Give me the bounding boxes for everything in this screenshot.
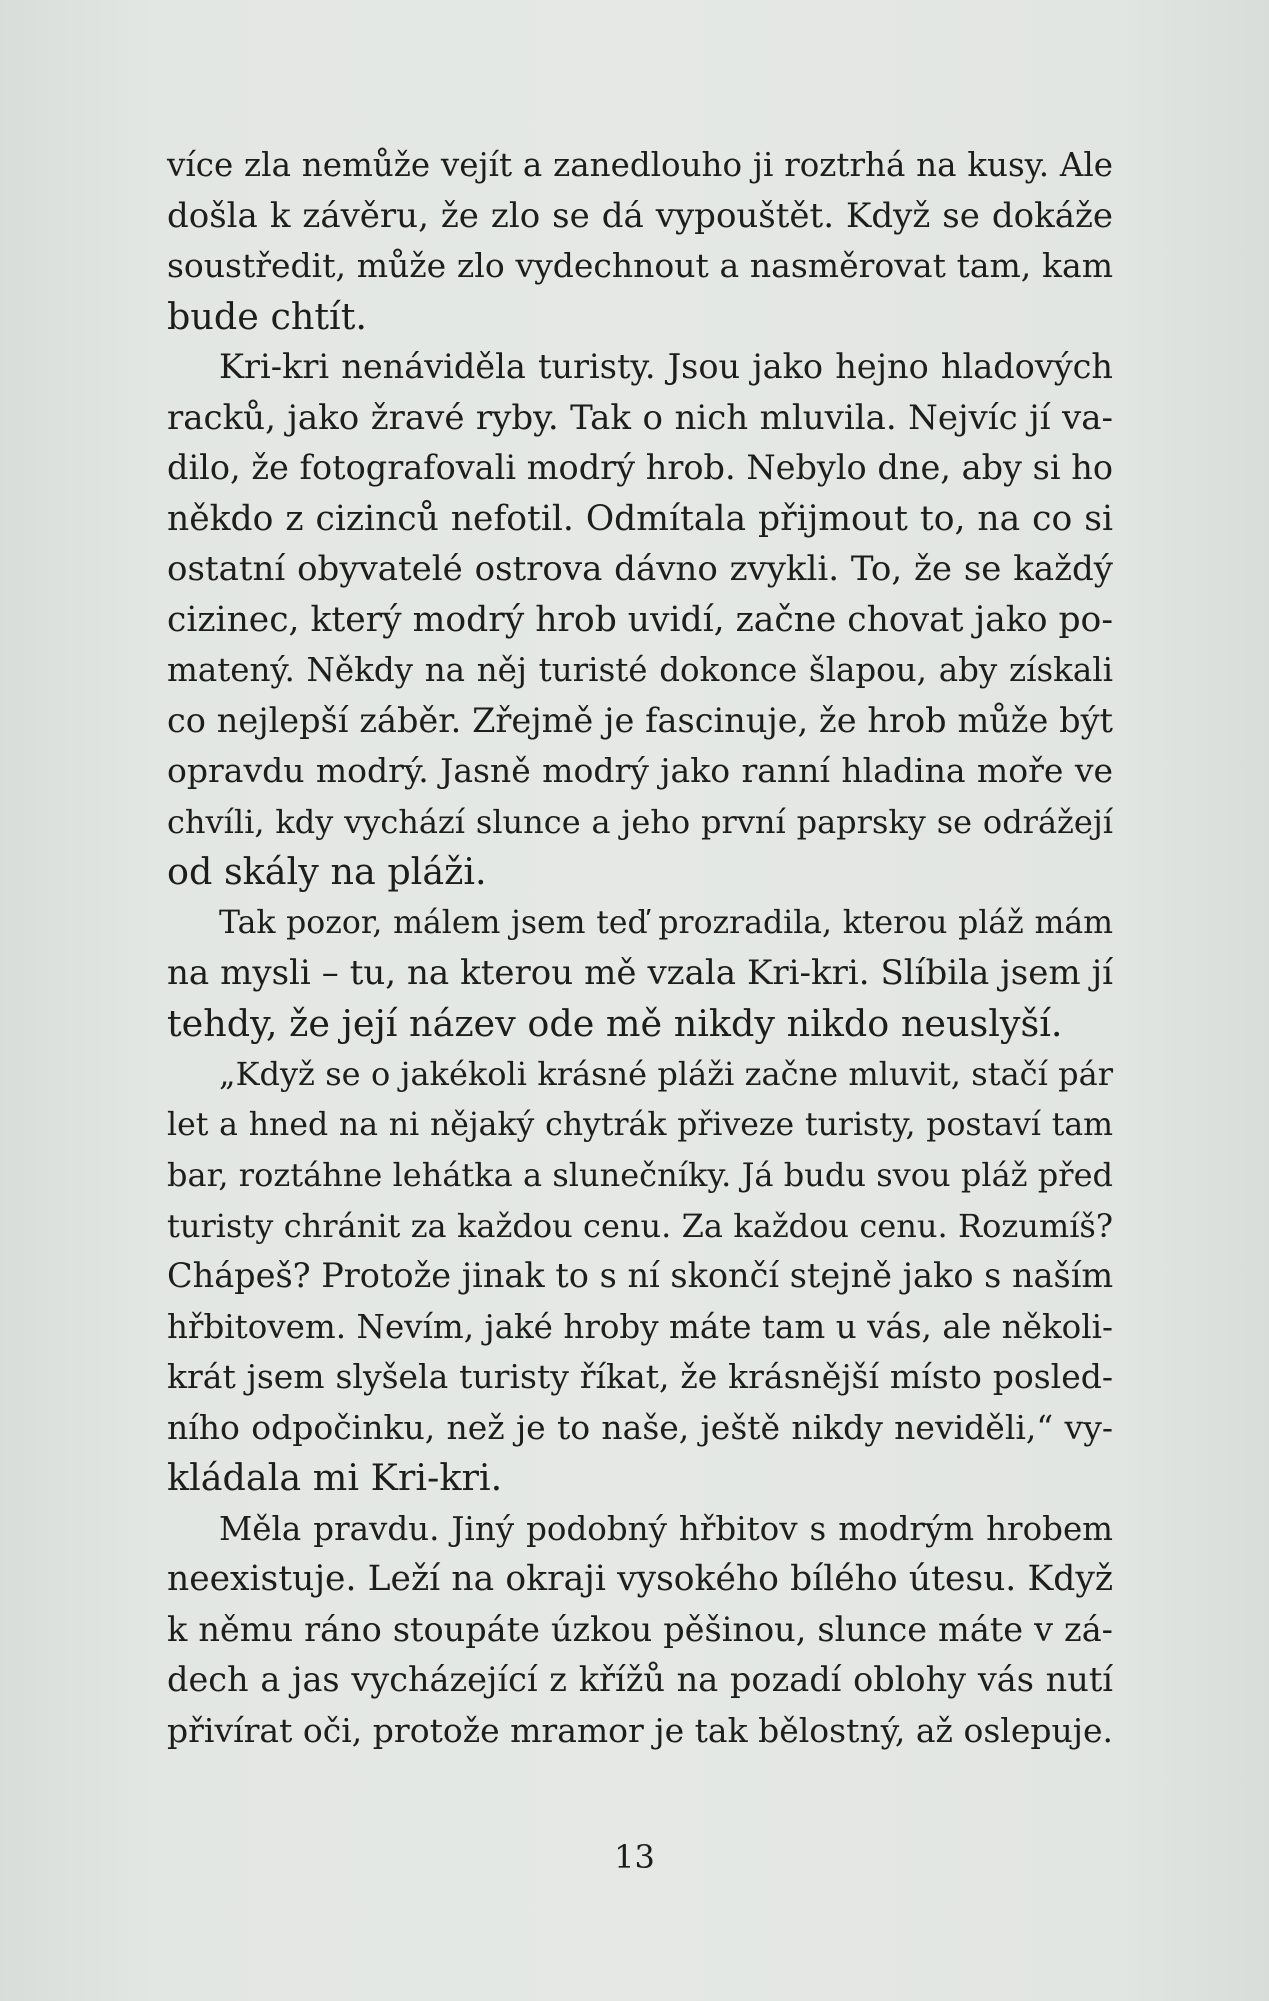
text-line: od skály na pláži. bbox=[167, 850, 487, 893]
text-line: na mysli – tu, na kterou mě vzala Kri-kri. Slíbila jsem jí bbox=[167, 953, 1113, 993]
text-line: soustředit, může zlo vydechnout a nasměrovat tam, kam bbox=[167, 246, 1113, 285]
text-line: matený. Někdy na něj turisté dokonce šlapou, aby získali bbox=[167, 651, 1113, 689]
text-line: turisty chránit za každou cenu. Za každou cenu. Rozumíš? bbox=[167, 1206, 1113, 1245]
text-line: opravdu modrý. Jasně modrý jako ranní hladina moře ve bbox=[167, 751, 1113, 790]
text-line: racků, jako žravé ryby. Tak o nich mluvila. Nejvíc jí va- bbox=[167, 397, 1113, 438]
text-line: cizinec, který modrý hrob uvidí, začne chovat jako po- bbox=[167, 599, 1113, 640]
text-line: Kri-kri nenáviděla turisty. Jsou jako hejno hladových bbox=[219, 347, 1113, 386]
text-line: hřbitovem. Nevím, jaké hroby máte tam u vás, ale několi- bbox=[167, 1307, 1113, 1346]
text-line: přivírat oči, protože mramor je tak bělostný, až oslepuje. bbox=[167, 1710, 1113, 1750]
text-line: bude chtít. bbox=[167, 294, 368, 338]
text-line: „Když se o jakékoli krásné pláži začne mluvit, stačí pár bbox=[219, 1055, 1113, 1093]
text-line: více zla nemůže vejít a zanedlouho ji roztrhá na kusy. Ale bbox=[167, 146, 1113, 184]
text-line: co nejlepší záběr. Zřejmě je fascinuje, že hrob může být bbox=[167, 700, 1113, 740]
text-line: Tak pozor, málem jsem teď prozradila, kterou pláž mám bbox=[219, 904, 1113, 941]
text-line: dech a jas vycházející z křížů na pozadí oblohy vás nutí bbox=[167, 1660, 1113, 1699]
text-line: dilo, že fotografovali modrý hrob. Nebylo dne, aby si ho bbox=[167, 448, 1113, 487]
text-line: tehdy, že její název ode mě nikdy nikdo neuslyší. bbox=[167, 1001, 1063, 1045]
text-line: ního odpočinku, než je to naše, ještě nikdy neviděli,“ vy- bbox=[167, 1407, 1113, 1447]
text-line: k němu ráno stoupáte úzkou pěšinou, slunce máte v zá- bbox=[167, 1609, 1113, 1649]
text-line: ostatní obyvatelé ostrova dávno zvykli. To, že se každý bbox=[167, 549, 1113, 589]
text-line: chvíli, kdy vychází slunce a jeho první paprsky se odrážejí bbox=[167, 802, 1113, 841]
text-line: let a hned na ni nějaký chytrák přiveze turisty, postaví tam bbox=[167, 1106, 1113, 1143]
text-line: někdo z cizinců nefotil. Odmítala přijmout to, na co si bbox=[167, 498, 1113, 539]
text-line: neexistuje. Leží na okraji vysokého bílého útesu. Když bbox=[167, 1559, 1113, 1599]
text-line: Chápeš? Protože jinak to s ní skončí stejně jako s naším bbox=[167, 1256, 1114, 1295]
text-line: krát jsem slyšela turisty říkat, že krásnější místo posled- bbox=[167, 1357, 1113, 1396]
text-line: došla k závěru, že zlo se dá vypouštět. Když se dokáže bbox=[167, 195, 1113, 236]
text-line: bar, roztáhne lehátka a slunečníky. Já budu svou pláž před bbox=[167, 1156, 1113, 1194]
text-line: kládala mi Kri-kri. bbox=[167, 1456, 503, 1499]
body-text bbox=[167, 140, 1113, 1756]
text-line: Měla pravdu. Jiný podobný hřbitov s modrým hrobem bbox=[219, 1509, 1113, 1548]
page-number: 13 bbox=[614, 1838, 655, 1876]
